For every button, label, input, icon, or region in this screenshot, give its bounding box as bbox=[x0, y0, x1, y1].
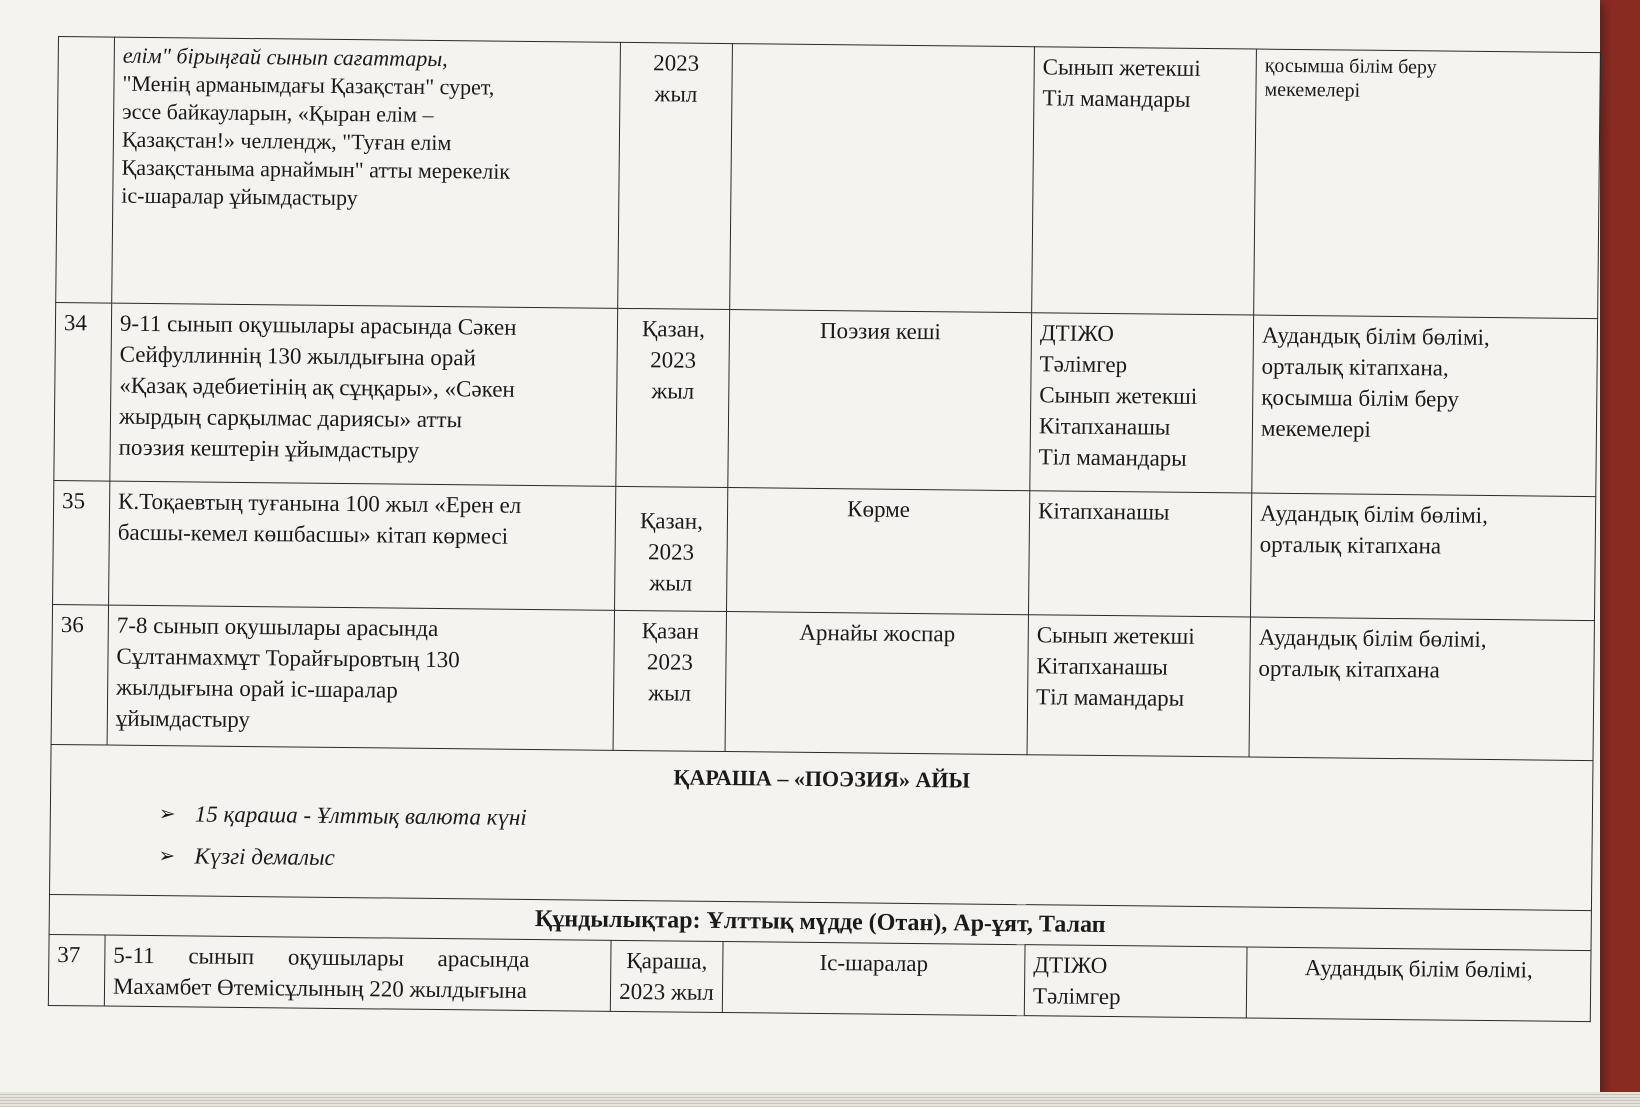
table-row bbox=[51, 604, 1594, 760]
row-number: 37 bbox=[48, 934, 105, 1006]
event-line: «Қазақ әдебиетінің ақ сұңқары», «Сәкен bbox=[119, 372, 515, 402]
date-line: Қазан, bbox=[641, 316, 706, 342]
event-line: Сұлтанмахмұт Торайғыровтың 130 bbox=[116, 643, 460, 673]
date-line: Қараша, bbox=[626, 948, 708, 974]
partners-line: қосымша білім беру bbox=[1264, 54, 1437, 79]
partners-cell bbox=[1246, 947, 1591, 1022]
form-cell bbox=[730, 44, 1035, 313]
partners-cell bbox=[1249, 617, 1594, 761]
responsible-line: ДТІЖО bbox=[1033, 952, 1108, 979]
date-cell bbox=[616, 308, 730, 487]
responsible-line: Сынып жетекші bbox=[1039, 382, 1198, 409]
event-cell bbox=[109, 481, 616, 610]
event-line: жылдығына орай іс-шаралар bbox=[116, 674, 398, 703]
partners-line: мекемелері bbox=[1260, 415, 1372, 442]
responsible-cell bbox=[1024, 945, 1247, 1018]
values-line: Құндылықтар: Ұлттық мүдде (Отан), Ар-ұят, Талап bbox=[49, 894, 1591, 950]
table-row bbox=[48, 934, 1591, 1021]
responsible-line: Сынып жетекші bbox=[1042, 54, 1201, 81]
form-cell: Поэзия кеші bbox=[728, 310, 1032, 491]
event-line: 9-11 сынып оқушылары арасында Сәкен bbox=[119, 310, 517, 340]
holiday-text: 15 қараша - Ұлттық валюта күні bbox=[194, 801, 527, 830]
date-line: 2023 bbox=[646, 649, 694, 675]
form-cell: Арнайы жоспар bbox=[725, 612, 1028, 755]
responsible-line: Тіл мамандары bbox=[1038, 444, 1187, 471]
date-line: Қазан, bbox=[639, 508, 704, 534]
table-row bbox=[54, 302, 1598, 496]
form-cell: Іс-шаралар bbox=[722, 942, 1025, 1016]
holiday-text: Күзгі демалыс bbox=[194, 843, 335, 870]
date-line: Қазан bbox=[641, 618, 700, 644]
table-row bbox=[56, 37, 1601, 319]
responsible-line: Кітапханашы bbox=[1036, 653, 1168, 680]
event-line: елім" бірыңғай сынып сағаттары, bbox=[122, 42, 448, 72]
responsible-line: Тәлімгер bbox=[1032, 983, 1121, 1010]
form-cell: Көрме bbox=[727, 488, 1030, 615]
date-line: жыл bbox=[651, 378, 695, 404]
event-line: іс-шаралар ұйымдастыру bbox=[121, 182, 358, 211]
row-number bbox=[56, 37, 115, 304]
date-cell bbox=[615, 486, 728, 611]
event-line: Сейфуллиннің 130 жылдығына орай bbox=[119, 341, 476, 371]
responsible-line: Тіл мамандары bbox=[1036, 684, 1185, 711]
partners-line: мекемелері bbox=[1264, 78, 1361, 102]
date-line: 2023 bbox=[650, 347, 697, 373]
event-line: поэзия кештерін ұйымдастыру bbox=[118, 434, 420, 463]
date-cell bbox=[610, 940, 723, 1012]
event-cell bbox=[104, 935, 611, 1011]
responsible-line: Тіл мамандары bbox=[1042, 85, 1191, 112]
date-line: жыл bbox=[648, 680, 692, 706]
month-title: ҚАРАША – «ПОЭЗИЯ» АЙЫ bbox=[673, 764, 971, 793]
arrowhead-bullet-icon: ➢ bbox=[158, 845, 176, 868]
partners-line: қосымша білім беру bbox=[1261, 384, 1460, 412]
responsible-line: Тәлімгер bbox=[1039, 351, 1128, 378]
event-line: "Менің арманымдағы Қазақстан" сурет, bbox=[122, 70, 495, 100]
date-cell bbox=[618, 42, 733, 309]
partners-cell bbox=[1252, 315, 1598, 497]
responsible-cell bbox=[1027, 615, 1250, 757]
month-section-row bbox=[50, 744, 1593, 910]
responsible-line: ДТІЖО bbox=[1039, 320, 1115, 347]
row-number: 36 bbox=[51, 604, 108, 745]
plan-table-wrapper bbox=[47, 36, 1600, 1072]
partners-cell bbox=[1254, 49, 1601, 319]
responsible-line: Кітапханашы bbox=[1038, 413, 1171, 440]
event-line: эссе байкауларын, «Қыран елім – bbox=[122, 98, 434, 127]
table-row bbox=[53, 480, 1596, 620]
arrowhead-bullet-icon: ➢ bbox=[158, 803, 176, 826]
date-line: 2023 bbox=[648, 539, 695, 565]
event-cell bbox=[112, 37, 621, 308]
partners-line: Аудандық білім бөлімі, bbox=[1259, 500, 1489, 528]
row-number: 34 bbox=[54, 302, 112, 481]
event-cell bbox=[110, 303, 618, 486]
event-line: ұйымдастыру bbox=[115, 705, 251, 733]
responsible-cell bbox=[1030, 313, 1254, 493]
partners-line: орталық кітапхана bbox=[1258, 655, 1440, 683]
event-line: 5-11 сынып оқушылары арасында bbox=[113, 942, 530, 972]
holiday-list bbox=[158, 793, 1584, 892]
partners-line: Аудандық білім бөлімі, bbox=[1261, 322, 1490, 351]
event-line: К.Тоқаевтың туғанына 100 жыл «Ерен ел bbox=[118, 488, 522, 518]
event-line: Қазақстаныма арнаймын" атты мерекелік bbox=[121, 154, 511, 184]
event-cell bbox=[107, 605, 614, 750]
event-line: басшы-кемел көшбасшы» кітап көрмесі bbox=[117, 519, 509, 549]
responsible-line: Сынып жетекші bbox=[1036, 622, 1195, 649]
date-cell bbox=[613, 610, 726, 751]
partners-line: орталық кітапхана bbox=[1259, 531, 1442, 559]
event-line: Махамбет Өтемісұлының 220 жылдығына bbox=[112, 973, 528, 1003]
month-section-cell bbox=[50, 744, 1593, 910]
page-stack-edges bbox=[0, 1092, 1640, 1107]
responsible-cell bbox=[1028, 491, 1251, 617]
responsible-cell bbox=[1032, 47, 1257, 315]
row-number: 35 bbox=[53, 480, 110, 605]
event-line: жырдың сарқылмас дариясы» атты bbox=[118, 403, 463, 433]
partners-line: Аудандық білім бөлімі, bbox=[1304, 955, 1533, 983]
partners-line: орталық кітапхана, bbox=[1261, 353, 1449, 381]
date-line: жыл bbox=[654, 81, 698, 107]
date-line: жыл bbox=[649, 570, 693, 596]
partners-line: Аудандық білім бөлімі, bbox=[1258, 624, 1487, 652]
partners-cell bbox=[1250, 493, 1595, 621]
date-line: 2023 жыл bbox=[619, 978, 714, 1005]
event-line: 7-8 сынып оқушылары арасында bbox=[116, 612, 439, 642]
event-plan-table bbox=[48, 36, 1601, 1022]
date-line: 2023 bbox=[653, 50, 700, 76]
event-line: Қазақстан!» челлендж, "Туған елім bbox=[121, 126, 452, 156]
responsible-line: Кітапханашы bbox=[1037, 498, 1170, 525]
